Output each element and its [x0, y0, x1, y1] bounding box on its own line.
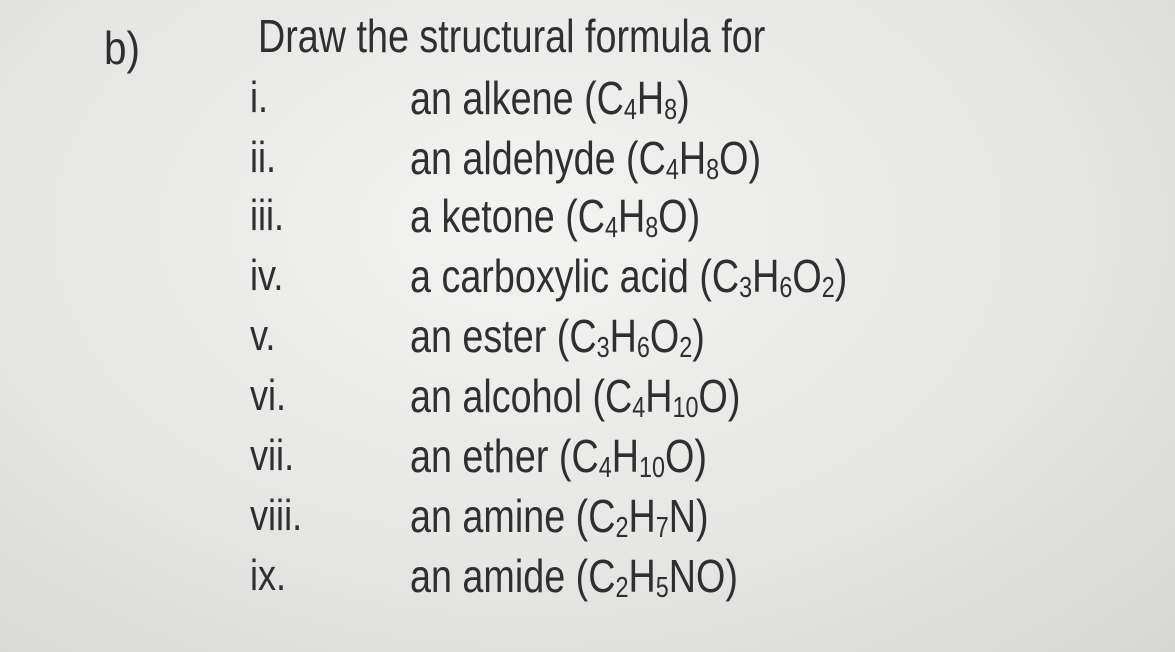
element-symbol: H	[628, 490, 656, 542]
item-description: an ether (C4H10O)	[410, 430, 707, 485]
subscript-count: 4	[623, 94, 637, 127]
item-description: an aldehyde (C4H8O)	[410, 132, 762, 187]
subscript-count: 8	[664, 94, 678, 127]
list-item	[0, 430, 1175, 486]
subscript-count: 2	[615, 572, 629, 605]
element-symbol: O	[649, 310, 680, 362]
item-numeral: ii.	[250, 133, 277, 182]
element-symbol: C	[638, 132, 666, 184]
element-symbol: O	[792, 250, 822, 302]
subscript-count: 3	[596, 332, 610, 365]
item-description: a ketone (C4H8O)	[410, 190, 701, 245]
subscript-count: 8	[706, 154, 720, 187]
subscript-count: 5	[655, 572, 669, 605]
list-item	[0, 550, 1175, 606]
subscript-count: 8	[645, 212, 659, 245]
element-symbol: H	[678, 132, 707, 184]
instruction-text: Draw the structural formula for	[258, 10, 766, 62]
element-symbol: C	[588, 490, 616, 542]
element-symbol: H	[752, 250, 780, 302]
item-description: an amide (C2H5NO)	[410, 550, 738, 605]
subscript-count: 10	[638, 452, 665, 485]
chemical-formula: (C3H6O2)	[699, 250, 848, 305]
subscript-count: 4	[632, 392, 646, 425]
element-symbol: N	[668, 550, 696, 602]
element-symbol: O	[698, 370, 728, 422]
item-numeral: iv.	[250, 251, 284, 300]
item-numeral: viii.	[250, 491, 303, 540]
element-symbol: H	[618, 190, 646, 242]
item-numeral: ix.	[250, 551, 287, 600]
list-item	[0, 190, 1175, 246]
list-item	[0, 310, 1175, 366]
chemical-formula: (C4H10O)	[592, 370, 741, 425]
subscript-count: 4	[665, 154, 679, 187]
element-symbol: H	[636, 72, 665, 124]
subscript-count: 2	[615, 512, 629, 545]
element-symbol: O	[719, 132, 749, 184]
element-symbol: C	[571, 430, 599, 482]
subscript-count: 6	[636, 332, 650, 365]
element-symbol: H	[609, 310, 637, 362]
element-symbol: C	[577, 190, 606, 242]
list-item	[0, 370, 1175, 426]
chemical-formula: (C2H5NO)	[575, 550, 738, 605]
element-symbol: O	[658, 190, 688, 242]
element-symbol: C	[605, 370, 633, 422]
list-item	[0, 72, 1175, 128]
item-description: a carboxylic acid (C3H6O2)	[410, 250, 848, 305]
element-symbol: O	[664, 430, 695, 482]
list-item	[0, 250, 1175, 306]
subscript-count: 6	[779, 272, 793, 305]
item-description: an alcohol (C4H10O)	[410, 370, 741, 425]
element-symbol: C	[711, 250, 740, 302]
element-symbol: C	[569, 310, 597, 362]
subscript-count: 4	[598, 452, 612, 485]
chemical-formula: (C2H7N)	[575, 490, 709, 545]
element-symbol: O	[695, 550, 726, 602]
item-numeral: vii.	[250, 431, 295, 480]
element-symbol: H	[645, 370, 673, 422]
item-description: an alkene (C4H8)	[410, 72, 690, 127]
item-numeral: iii.	[250, 191, 285, 240]
element-symbol: N	[668, 490, 696, 542]
element-symbol: C	[588, 550, 616, 602]
item-numeral: vi.	[250, 371, 287, 420]
element-symbol: C	[596, 72, 624, 124]
element-symbol: H	[628, 550, 656, 602]
item-description: an ester (C3H6O2)	[410, 310, 705, 365]
item-numeral: i.	[250, 73, 269, 122]
subscript-count: 2	[679, 332, 693, 365]
item-description: an amine (C2H7N)	[410, 490, 709, 545]
chemical-formula: (C4H8O)	[626, 132, 762, 187]
subscript-count: 2	[821, 272, 835, 305]
list-item	[0, 490, 1175, 546]
list-item	[0, 132, 1175, 188]
subscript-count: 4	[605, 212, 619, 245]
chemical-formula: (C4H8O)	[565, 190, 701, 245]
chemical-formula: (C4H10O)	[558, 430, 707, 485]
item-numeral: v.	[250, 311, 276, 360]
subscript-count: 3	[739, 272, 753, 305]
chemical-formula: (C4H8)	[584, 72, 690, 127]
chemical-formula: (C3H6O2)	[556, 310, 705, 365]
subscript-count: 7	[655, 512, 669, 545]
element-symbol: H	[611, 430, 639, 482]
part-label: b)	[104, 22, 140, 74]
subscript-count: 10	[672, 392, 699, 425]
